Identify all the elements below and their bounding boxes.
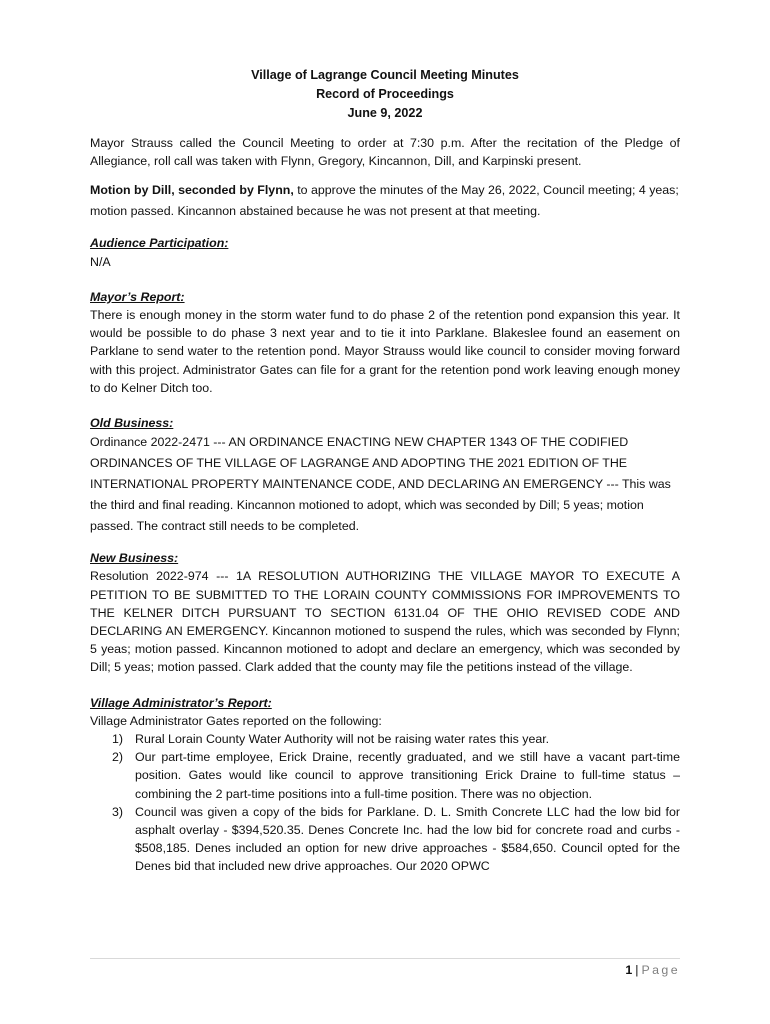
- mayor-section: [90, 288, 680, 397]
- new-business-section: [90, 549, 680, 676]
- new-business-body: Resolution 2022-974 --- 1A RESOLUTION AUTHORIZING THE VILLAGE MAYOR TO EXECUTE A PETITION TO BE SUBMITTED TO THE LORAIN COUNTY COMMISSIONS FOR IMPROVEMENTS TO THE KELNER DITCH PURSUANT TO SECTION 6131.04 OF THE OHIO REVISED CODE AND DECLARING AN EMERGENCY. Kincannon motioned to suspend the rules, which was seconded by Flynn; 5 yeas; motion passed. Kincannon motioned to adopt and declare an emergency, which was seconded by Dill; 5 yeas; motion passed. Clark added that the county may file the petitions instead of the village.: [90, 569, 680, 675]
- meeting-date: June 9, 2022: [347, 106, 423, 120]
- old-business-section: [90, 414, 680, 537]
- list-item: [90, 803, 680, 876]
- footer-separator: |: [635, 963, 639, 977]
- list-item-number: 3): [112, 804, 124, 819]
- page-number: 1: [625, 963, 633, 977]
- admin-section: [90, 694, 680, 876]
- page-label: Page: [641, 963, 680, 977]
- motion-lead: Motion by Dill, seconded by Flynn,: [90, 183, 294, 198]
- list-item-number: 2): [112, 750, 124, 765]
- intro-paragraph: Mayor Strauss called the Council Meeting to order at 7:30 p.m. After the recitation of the Pledge of Allegiance, roll call was taken with Flynn, Gregory, Kincannon, Dill, and Karpinski present.: [90, 136, 680, 169]
- document-subtitle: Record of Proceedings: [316, 87, 454, 101]
- admin-intro: Village Administrator Gates reported on the following:: [90, 713, 382, 728]
- motion-paragraph: [90, 180, 680, 222]
- list-item-text: Council was given a copy of the bids for Parklane. D. L. Smith Concrete LLC had the low bid for asphalt overlay - $394,520.35. Denes Concrete Inc. had the low bid for concrete road and curbs - $508,185. Denes included an option for new drive approaches - $584,650. Council opted for the Denes bid that included new drive approaches. Our 2020 OPWC: [135, 804, 680, 874]
- admin-items-list: [90, 730, 680, 876]
- new-business-heading: New Business:: [90, 551, 179, 566]
- document-page: [90, 66, 680, 893]
- page-footer: [90, 961, 680, 979]
- audience-section: [90, 234, 680, 270]
- list-item: [90, 730, 680, 748]
- list-item-text: Rural Lorain County Water Authority will not be raising water rates this year.: [135, 732, 550, 747]
- document-title-block: [90, 66, 680, 123]
- motion-text: to approve the minutes of the May 26, 2022, Council meeting; 4 yeas; motion passed. Kincannon abstained because he was not present at that meeting.: [90, 183, 679, 219]
- mayor-heading: Mayor’s Report:: [90, 289, 185, 304]
- mayor-body: There is enough money in the storm water fund to do phase 2 of the retention pond expansion this year. It would be possible to do phase 3 next year and to tie it into Parklane. Blakeslee found an easement on Parklane to send water to the retention pond. Mayor Strauss would like council to consider moving forward with this project. Administrator Gates can file for a grant for the retention pond work leaving enough money to do Kelner Ditch too.: [90, 308, 680, 395]
- audience-body: N/A: [90, 254, 111, 269]
- list-item-number: 1): [112, 732, 124, 747]
- list-item-text: Our part-time employee, Erick Draine, recently graduated, and we still have a vacant part-time position. Gates would like council to approve transitioning Erick Draine to full-time status – combining the 2 part-time positions into a full-time position. There was no objection.: [135, 750, 680, 801]
- old-business-body: Ordinance 2022-2471 --- AN ORDINANCE ENACTING NEW CHAPTER 1343 OF THE CODIFIED ORDINANCES OF THE VILLAGE OF LAGRANGE AND ADOPTING THE 2021 EDITION OF THE INTERNATIONAL PROPERTY MAINTENANCE CODE, AND DECLARING AN EMERGENCY --- This was the third and final reading. Kincannon motioned to adopt, which was seconded by Dill; 5 yeas; motion passed. The contract still needs to be completed.: [90, 435, 671, 534]
- old-business-heading: Old Business:: [90, 416, 174, 431]
- list-item: [90, 748, 680, 803]
- audience-heading: Audience Participation:: [90, 236, 229, 251]
- document-title: Village of Lagrange Council Meeting Minutes: [251, 68, 519, 82]
- footer-divider: [90, 958, 680, 959]
- admin-heading: Village Administrator’s Report:: [90, 695, 272, 710]
